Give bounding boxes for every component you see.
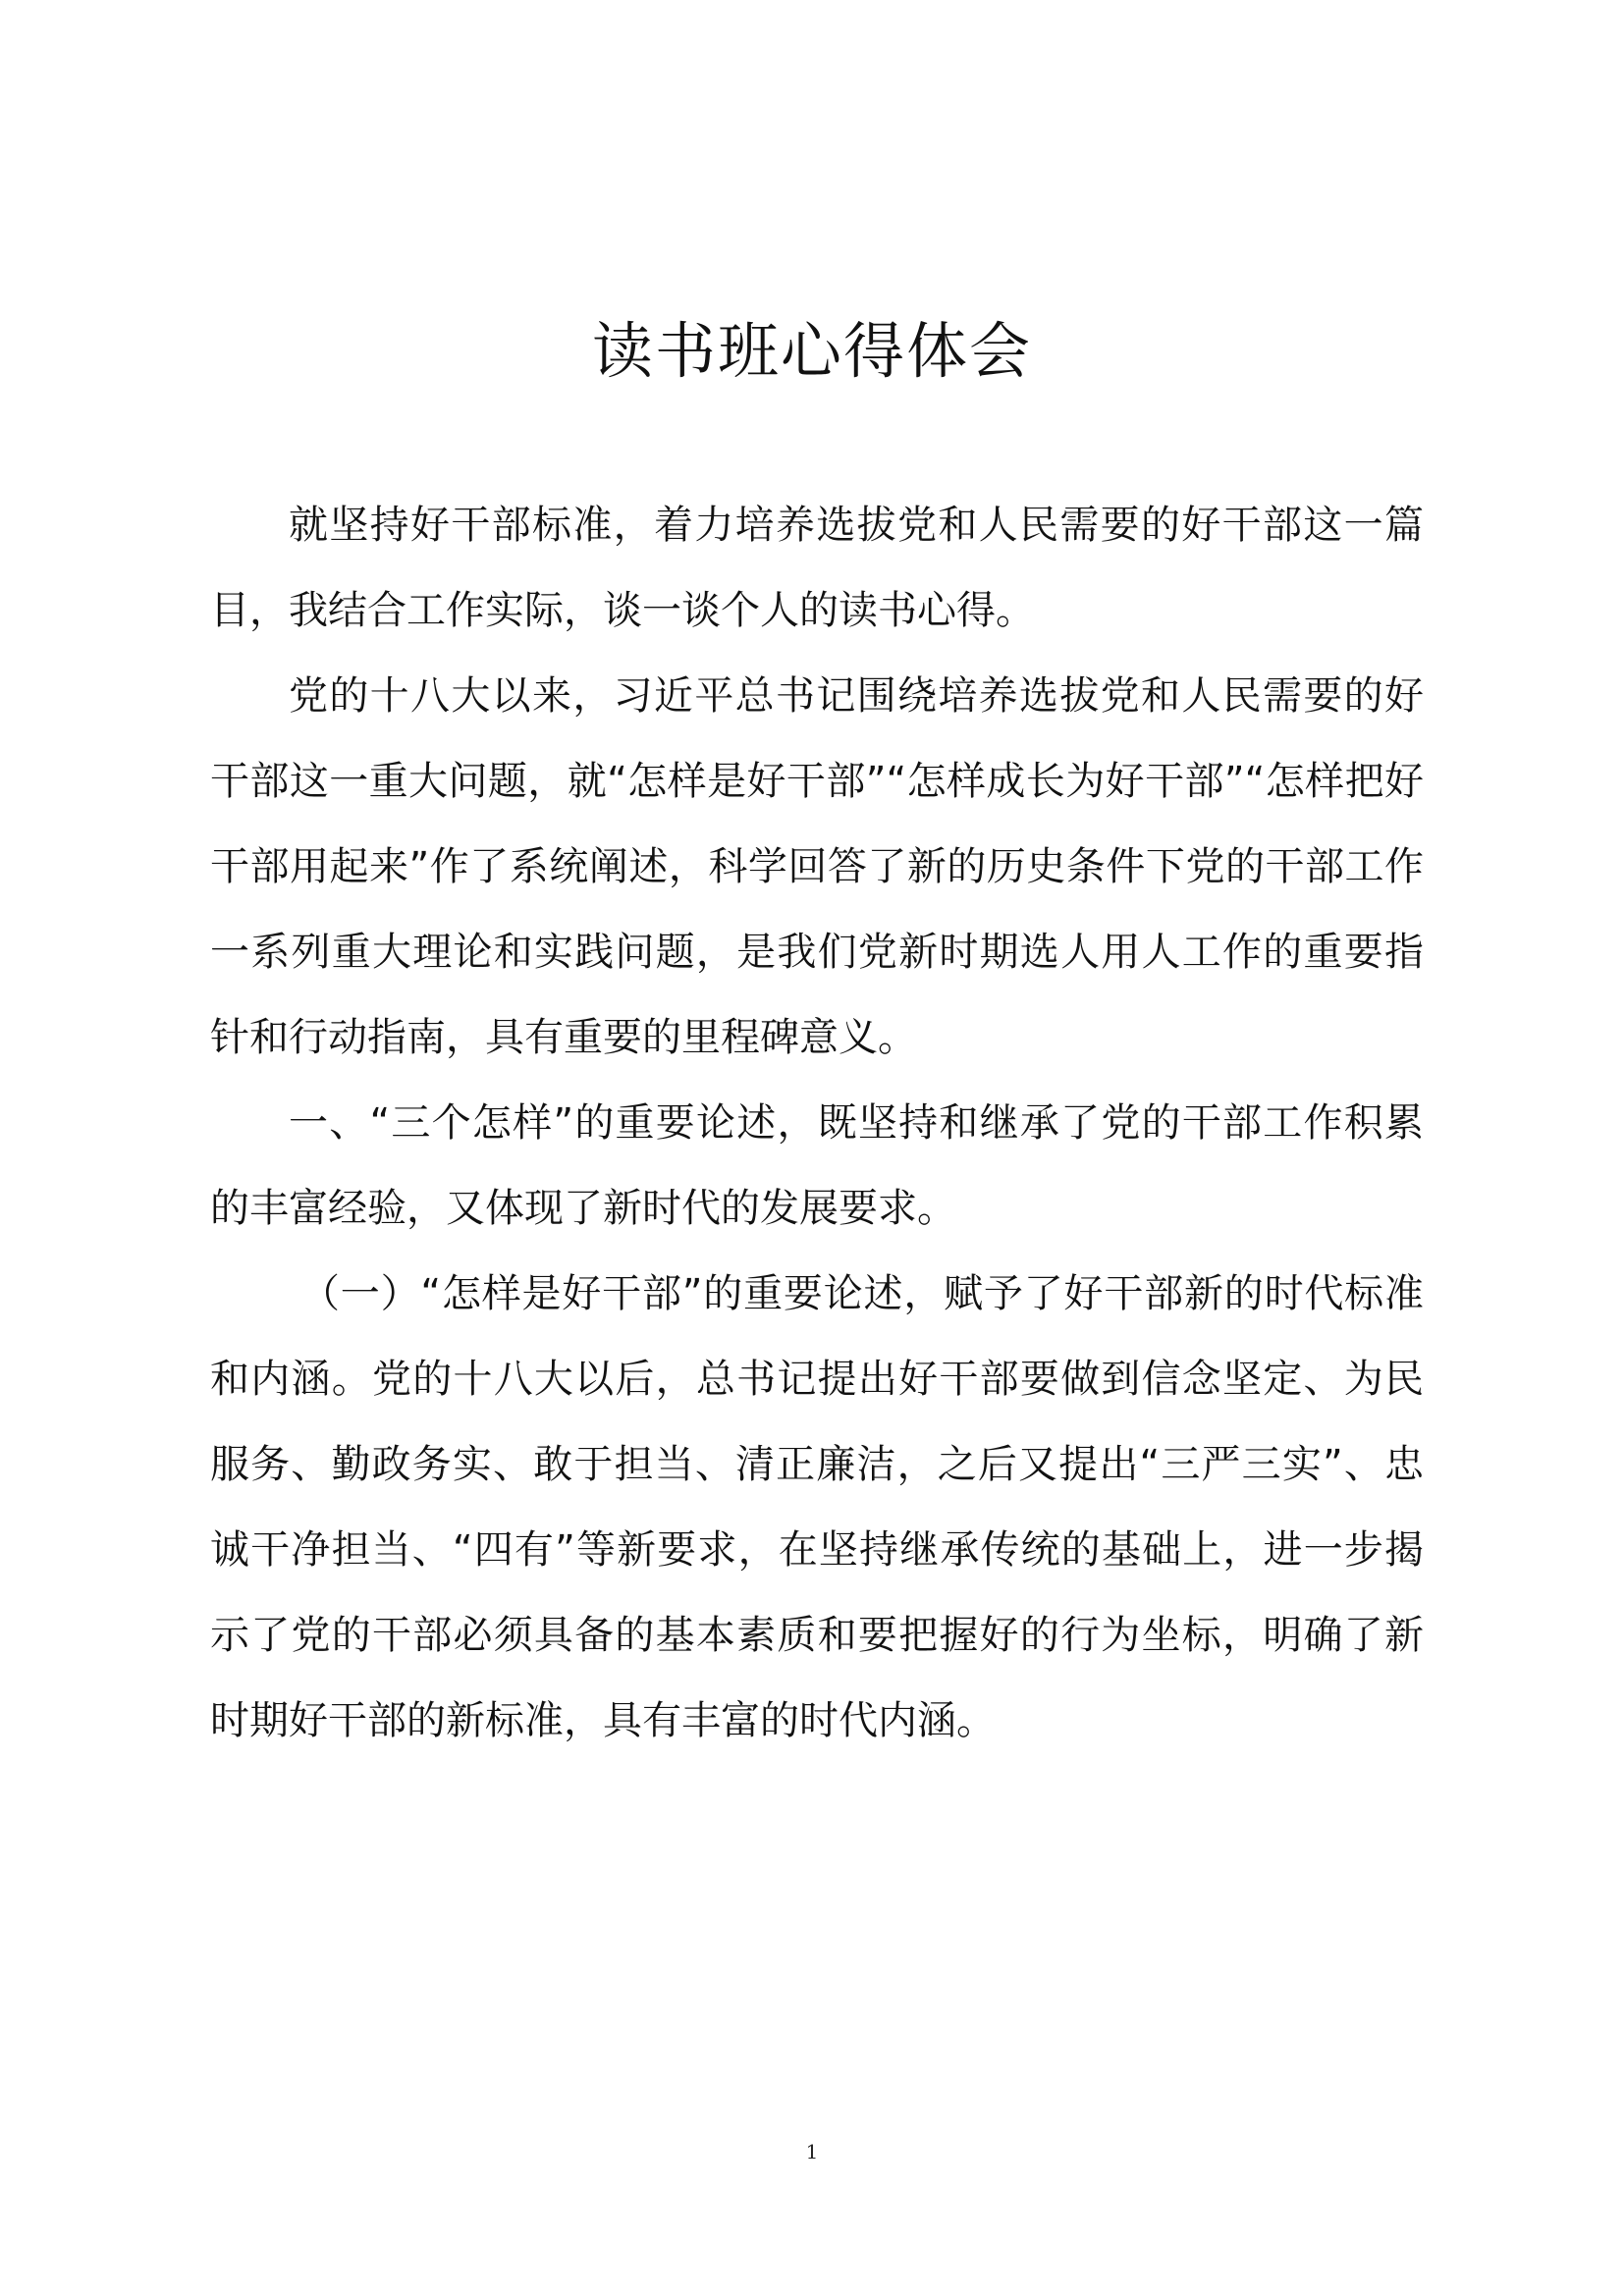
document-title: 读书班心得体会 <box>591 315 1032 387</box>
subsection-paragraph-one: （一）“怎样是好干部”的重要论述，赋予了好干部新的时代标准和内涵。党的十八大以后，总书记提出好干部要做到信念坚定、为民服务、勤政务实、敢于担当、清正廉洁，之后又提出“三严三实”、忠诚干净担当、“四有”等新要求，在坚持继承传统的基础上，进一步揭示了党的干部必须具备的基本素质和要把握好的行为坐标，明确了新时期好干部的新标准，具有丰富的时代内涵。 <box>210 1271 1424 1743</box>
paragraph-background: 党的十八大以来，习近平总书记围绕培养选拔党和人民需要的好干部这一重大问题，就“怎样是好干部”“怎样成长为好干部”“怎样把好干部用起来”作了系统阐述，科学回答了新的历史条件下党的干部工作一系列重大理论和实践问题，是我们党新时期选人用人工作的重要指针和行动指南，具有重要的里程碑意义。 <box>210 673 1424 1060</box>
page-number: 1 <box>805 2140 819 2163</box>
section-heading-one: 一、“三个怎样”的重要论述，既坚持和继承了党的干部工作积累的丰富经验，又体现了新时代的发展要求。 <box>210 1100 1424 1231</box>
document-body <box>210 483 1424 1764</box>
paragraph-intro: 就坚持好干部标准，着力培养选拔党和人民需要的好干部这一篇目，我结合工作实际，谈一谈个人的读书心得。 <box>210 503 1424 633</box>
